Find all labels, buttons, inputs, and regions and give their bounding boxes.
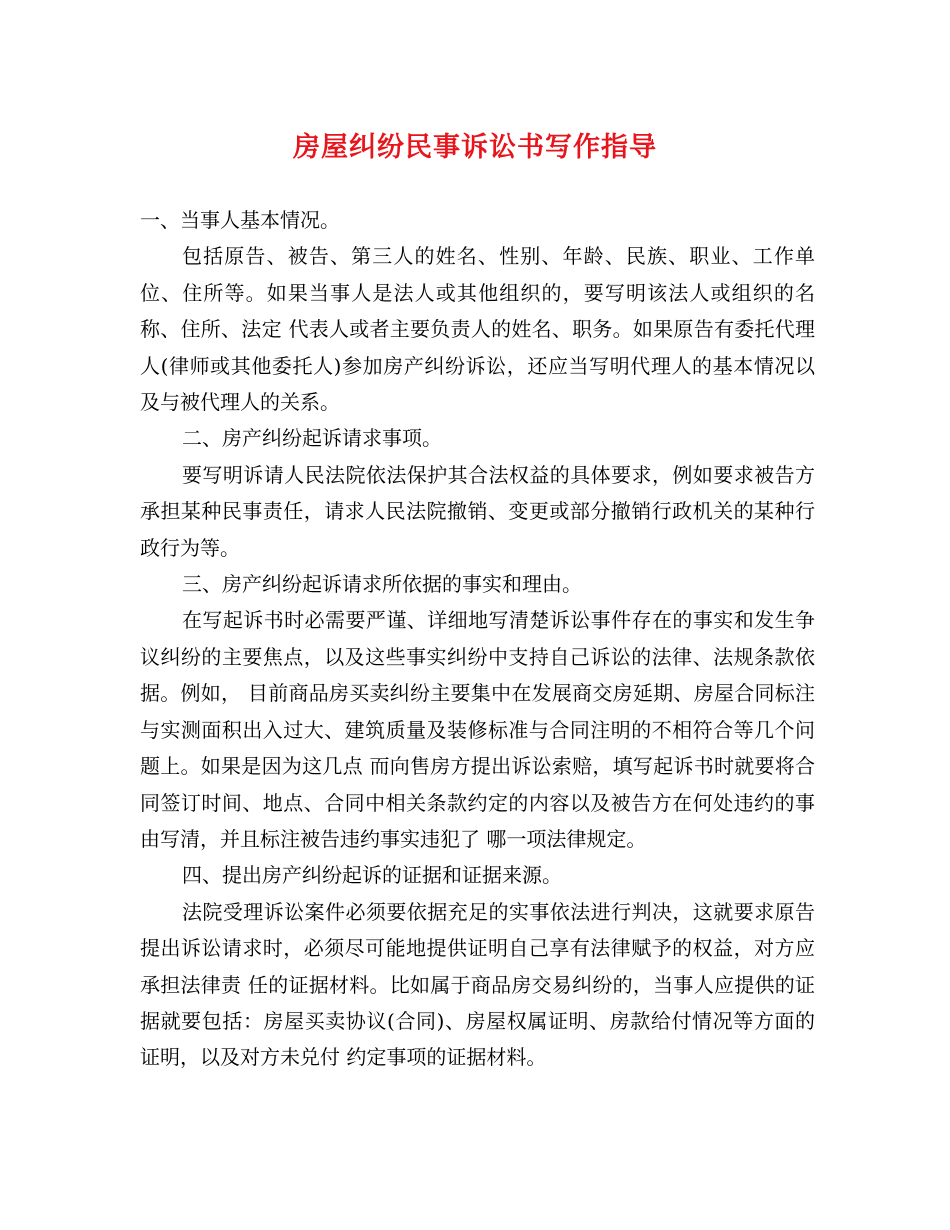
document-body — [140, 202, 815, 1076]
section-heading-3: 三、房产纠纷起诉请求所依据的事实和理由。 — [182, 572, 582, 597]
section-heading-4: 四、提出房产纠纷起诉的证据和证据来源。 — [182, 863, 562, 888]
paragraph-parties: 包括原告、被告、第三人的姓名、性别、年龄、民族、职业、工作单位、住所等。如果当事人是法人或其他组织的，要写明该法人或组织的名称、住所、法定 代表人或者主要负责人的姓名、职务。如果原告有委托代理人(律师或其他委托人)参加房产纠纷诉讼，还应当写明代理人的基本情况以及与被代理人的关系。 — [140, 244, 815, 415]
document-title: 房屋纠纷民事诉讼书写作指导 — [293, 132, 657, 163]
section-heading-1: 一、当事人基本情况。 — [140, 208, 340, 232]
paragraph-evidence: 法院受理诉讼案件必须要依据充足的实事依法进行判决，这就要求原告提出诉讼请求时，必须尽可能地提供证明自己享有法律赋予的权益，对方应承担法律责 任的证据材料。比如属于商品房交易纠纷的，当事人应提供的证据就要包括：房屋买卖协议(合同)、房屋权属证明、房款给付情况等方面的证明，以及对方未兑付 约定事项的证据材料。 — [140, 899, 815, 1070]
paragraph-facts: 在写起诉书时必需要严谨、详细地写清楚诉讼事件存在的事实和发生争议纠纷的主要焦点，以及这些事实纠纷中支持自己诉讼的法律、法规条款依据。例如， 目前商品房买卖纠纷主要集中在发展商交房延期、房屋合同标注与实测面积出入过大、建筑质量及装修标准与合同注明的不相符合等几个问题上。如果是因为这几点 而向售房方提出诉讼索赔，填写起诉书时就要将合同签订时间、地点、合同中相关条款约定的内容以及被告方在何处违约的事由写清，并且标注被告违约事实违犯了 哪一项法律规定。 — [140, 608, 815, 851]
section-heading-2: 二、房产纠纷起诉请求事项。 — [182, 426, 442, 451]
paragraph-claims: 要写明诉请人民法院依法保护其合法权益的具体要求，例如要求被告方承担某种民事责任，请求人民法院撤销、变更或部分撤销行政机关的某种行政行为等。 — [140, 462, 815, 560]
